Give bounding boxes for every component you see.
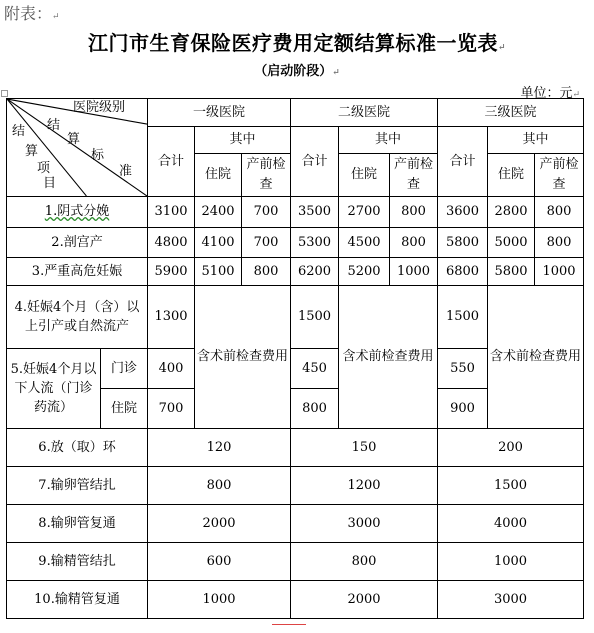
table-cell: 1000 <box>390 258 438 286</box>
table-cell: 1300 <box>148 286 195 349</box>
header-inpatient-2: 住院 <box>339 154 390 197</box>
header-of-which-2: 其中 <box>339 127 438 154</box>
sub-item-label: 住院 <box>101 389 148 429</box>
table-cell: 700 <box>242 197 291 228</box>
table-row <box>7 581 584 619</box>
table-cell: 5200 <box>339 258 390 286</box>
table-cell: 800 <box>291 389 339 429</box>
table-cell: 1500 <box>438 467 584 505</box>
table-cell: 4800 <box>148 228 195 258</box>
table-cell: 3600 <box>438 197 488 228</box>
table-cell: 450 <box>291 349 339 389</box>
table-cell: 2000 <box>291 581 438 619</box>
table-cell: 6800 <box>438 258 488 286</box>
revision-mark <box>272 624 306 627</box>
row-item-label: 8.输卵管复通 <box>7 505 148 543</box>
table-cell: 600 <box>148 543 291 581</box>
table-cell: 3100 <box>148 197 195 228</box>
table-cell: 1500 <box>438 286 488 349</box>
row-item-label: 1.阴式分娩 <box>7 197 148 228</box>
table-cell: 800 <box>390 197 438 228</box>
header-total-3: 合计 <box>438 127 488 197</box>
table-cell: 700 <box>242 228 291 258</box>
table-cell: 1000 <box>438 543 584 581</box>
corner-std-3: 标 <box>91 148 105 163</box>
table-cell: 4500 <box>339 228 390 258</box>
page-subtitle: （启动阶段）↵ <box>254 64 340 79</box>
header-level-2: 二级医院 <box>291 99 438 127</box>
row-item-label: 6.放（取）环 <box>7 429 148 467</box>
unit-label: 单位：元↵ <box>520 86 580 101</box>
page-title: 江门市生育保险医疗费用定额结算标准一览表↵ <box>87 31 507 55</box>
note-cell: 含术前检查费用 <box>488 286 584 429</box>
header-level-3: 三级医院 <box>438 99 584 127</box>
table-row <box>7 228 584 258</box>
note-cell: 含术前检查费用 <box>195 286 291 429</box>
header-of-which-1: 其中 <box>195 127 291 154</box>
table-row <box>7 286 584 349</box>
row-item-label: 2.剖宫产 <box>7 228 148 258</box>
corner-std-4: 准 <box>119 164 133 179</box>
table-cell: 150 <box>291 429 438 467</box>
row-item-label: 4.妊娠4个月（含）以上引产或自然流产 <box>7 286 148 349</box>
table-cell: 2000 <box>148 505 291 543</box>
row-item-label: 7.输卵管结扎 <box>7 467 148 505</box>
table-cell: 550 <box>438 349 488 389</box>
table-cell: 120 <box>148 429 291 467</box>
table-cell: 800 <box>535 228 584 258</box>
table-row <box>7 543 584 581</box>
header-corner-cell <box>7 99 148 197</box>
table-cell: 200 <box>438 429 584 467</box>
table-cell: 4100 <box>195 228 242 258</box>
table-anchor-icon[interactable] <box>1 90 8 97</box>
row-item-label: 5.妊娠4个月以下人流（门诊药流） <box>7 349 101 429</box>
table-cell: 400 <box>148 349 195 389</box>
fee-standard-table <box>6 98 584 619</box>
table-cell: 900 <box>438 389 488 429</box>
row-item-label: 9.输精管结扎 <box>7 543 148 581</box>
header-prenatal-1: 产前检查 <box>242 154 291 197</box>
corner-item-3: 项 <box>37 161 51 176</box>
table-cell: 2800 <box>488 197 535 228</box>
table-row <box>7 505 584 543</box>
corner-item-2: 算 <box>25 144 39 159</box>
table-cell: 800 <box>390 228 438 258</box>
header-of-which-3: 其中 <box>488 127 584 154</box>
table-cell: 5900 <box>148 258 195 286</box>
table-cell: 1000 <box>535 258 584 286</box>
header-level-1: 一级医院 <box>148 99 291 127</box>
corner-level-label: 医院级别 <box>73 100 126 115</box>
table-cell: 3000 <box>291 505 438 543</box>
table-cell: 3000 <box>438 581 584 619</box>
table-cell: 700 <box>148 389 195 429</box>
table-cell: 4000 <box>438 505 584 543</box>
table-cell: 6200 <box>291 258 339 286</box>
table-cell: 800 <box>291 543 438 581</box>
note-cell: 含术前检查费用 <box>339 286 438 429</box>
row-item-label: 10.输精管复通 <box>7 581 148 619</box>
header-prenatal-3: 产前检查 <box>535 154 584 197</box>
corner-item-4: 目 <box>43 176 57 191</box>
table-row <box>7 197 584 228</box>
header-prenatal-2: 产前检查 <box>390 154 438 197</box>
table-cell: 800 <box>148 467 291 505</box>
header-total-1: 合计 <box>148 127 195 197</box>
table-cell: 1200 <box>291 467 438 505</box>
table-cell: 800 <box>242 258 291 286</box>
table-cell: 5800 <box>438 228 488 258</box>
table-cell: 1000 <box>148 581 291 619</box>
row-item-label: 3.严重高危妊娠 <box>7 258 148 286</box>
header-total-2: 合计 <box>291 127 339 197</box>
table-cell: 3500 <box>291 197 339 228</box>
table-cell: 5100 <box>195 258 242 286</box>
table-cell: 800 <box>535 197 584 228</box>
corner-std-1: 结 <box>47 118 61 133</box>
table-cell: 5000 <box>488 228 535 258</box>
table-cell: 1500 <box>291 286 339 349</box>
attachment-label: 附表：↵ <box>4 4 60 23</box>
table-row <box>7 467 584 505</box>
header-inpatient-3: 住院 <box>488 154 535 197</box>
header-inpatient-1: 住院 <box>195 154 242 197</box>
sub-item-label: 门诊 <box>101 349 148 389</box>
corner-std-2: 算 <box>67 132 81 147</box>
table-cell: 5800 <box>488 258 535 286</box>
table-cell: 5300 <box>291 228 339 258</box>
table-cell: 2700 <box>339 197 390 228</box>
table-row <box>7 258 584 286</box>
table-row <box>7 429 584 467</box>
corner-item-1: 结 <box>12 124 26 139</box>
table-cell: 2400 <box>195 197 242 228</box>
